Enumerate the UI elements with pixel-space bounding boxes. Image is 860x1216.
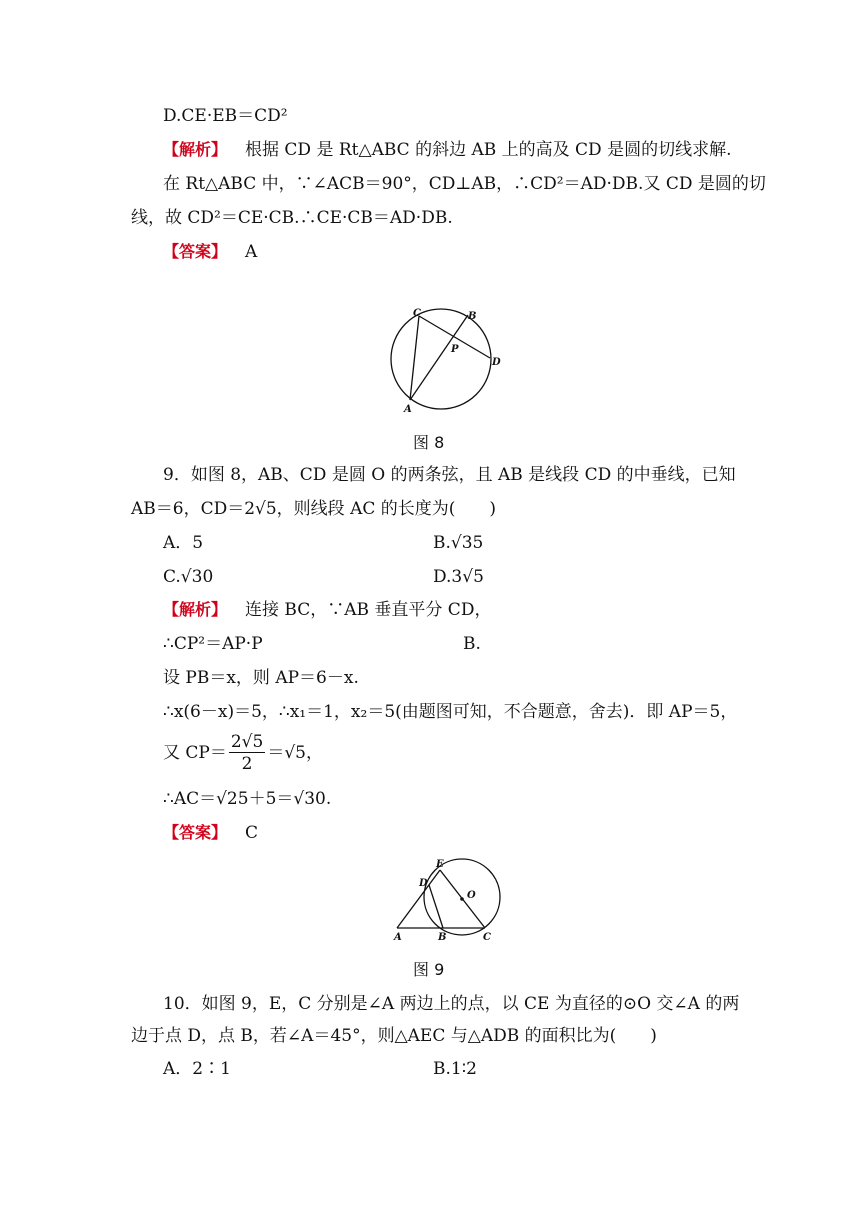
answer-tag: 【答案】 xyxy=(163,823,228,842)
q9-analysis-line-1 xyxy=(163,599,491,621)
figure-8-label-b: B xyxy=(468,311,477,322)
q9-cp-fraction xyxy=(229,732,265,775)
figure-9-label-d: D xyxy=(419,878,428,889)
q9-option-c: C.√30 xyxy=(163,567,214,587)
figure-8-segment-ca xyxy=(410,316,419,400)
q9-analysis-line-4: ∴x(6－x)＝5，∴x₁＝1，x₂＝5(由题图可知，不合题意，舍去)．即 AP＝5， xyxy=(163,702,738,722)
q8-analysis-line-3: 线，故 CD²＝CE·CB.∴CE·CB＝AD·DB. xyxy=(131,208,453,228)
figure-9-label-b: B xyxy=(438,932,447,943)
figure-8-label-c: C xyxy=(413,308,421,319)
q9-analysis-line-5 xyxy=(163,731,323,775)
figure-8-caption: 图 8 xyxy=(413,433,445,452)
q8-answer xyxy=(163,241,257,263)
q9-analysis-line-6: ∴AC＝√25＋5＝√30. xyxy=(163,789,332,809)
q9-cp-prefix: 又 CP＝ xyxy=(163,743,227,763)
q9-option-d: D.3√5 xyxy=(433,567,484,587)
q9-cp-suffix: ＝√5， xyxy=(267,743,323,763)
figure-8-label-d: D xyxy=(492,357,501,368)
q10-stem-line-1: 10．如图 9，E，C 分别是∠A 两边上的点，以 CE 为直径的⊙O 交∠A 的两 xyxy=(163,994,740,1014)
analysis-tag: 【解析】 xyxy=(163,600,228,619)
q8-answer-value: A xyxy=(245,242,258,262)
figure-9-label-c: C xyxy=(483,932,491,943)
q8-option-d: D.CE·EB＝CD² xyxy=(163,106,288,126)
q9-answer-value: C xyxy=(245,823,259,843)
q8-analysis-text-1: 根据 CD 是 Rt△ABC 的斜边 AB 上的高及 CD 是圆的切线求解. xyxy=(245,140,732,160)
fraction-denominator: 2 xyxy=(241,754,253,774)
figure-9-caption: 图 9 xyxy=(413,960,445,979)
q9-stem-line-1: 9．如图 8，AB、CD 是圆 O 的两条弦，且 AB 是线段 CD 的中垂线，已知 xyxy=(163,465,736,485)
figure-9-segment-db xyxy=(429,885,443,928)
q9-answer xyxy=(163,822,258,844)
analysis-tag: 【解析】 xyxy=(163,140,228,159)
figure-8-label-a: A xyxy=(404,404,412,415)
q9-option-a: A．5 xyxy=(163,533,204,553)
figure-9-label-a: A xyxy=(394,932,402,943)
q8-analysis-line-1 xyxy=(163,139,732,161)
q8-analysis-line-2: 在 Rt△ABC 中，∵∠ACB＝90°，CD⊥AB，∴CD²＝AD·DB.又 CD 是圆的切 xyxy=(163,174,766,194)
q10-option-a: A．2∶1 xyxy=(163,1059,231,1079)
figure-9-circle xyxy=(424,859,500,935)
figure-9-label-e: E xyxy=(436,859,444,870)
q9-analysis-text-1: 连接 BC，∵AB 垂直平分 CD， xyxy=(245,600,492,620)
q10-option-b: B.1∶2 xyxy=(433,1059,477,1079)
figure-9-center-dot xyxy=(460,897,464,901)
figure-9-diagram xyxy=(385,855,535,945)
q9-analysis-line-3: 设 PB＝x，则 AP＝6－x. xyxy=(163,668,359,688)
figure-8-label-p: P xyxy=(451,344,459,355)
q9-option-b: B.√35 xyxy=(433,533,484,553)
q9-stem-line-2: AB＝6，CD＝2√5，则线段 AC 的长度为( ) xyxy=(131,499,497,519)
figure-8-circle xyxy=(391,309,491,409)
figure-8-diagram xyxy=(380,305,510,420)
answer-tag: 【答案】 xyxy=(163,242,228,261)
q10-stem-line-2: 边于点 D，点 B，若∠A＝45°，则△AEC 与△ADB 的面积比为( ) xyxy=(131,1026,657,1046)
fraction-numerator: 2√5 xyxy=(230,732,264,752)
q9-analysis-line-2-tail: B. xyxy=(463,634,481,654)
figure-9-label-o: O xyxy=(467,890,476,901)
q9-analysis-line-2: ∴CP²＝AP·P xyxy=(163,634,263,654)
